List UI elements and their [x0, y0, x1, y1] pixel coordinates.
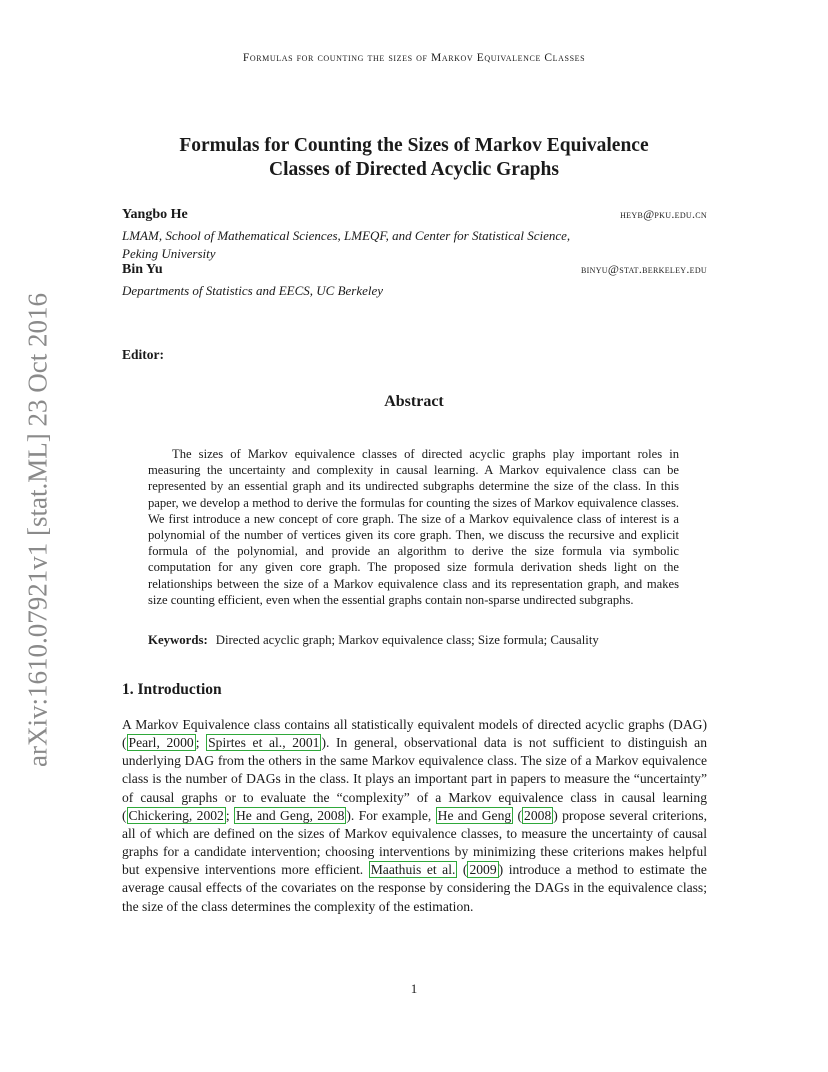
section-heading-introduction: 1. Introduction: [122, 681, 222, 698]
text-run: (: [457, 862, 468, 878]
author-row-1: [122, 207, 707, 223]
keywords-text: Directed acyclic graph; Markov equivalence class; Size formula; Causality: [215, 633, 599, 647]
text-run: ) introduce a method to estimate the average causal effects of the covariates on the response by considering the DAGs in the equivalence class; the size of the class determines the complexity of the estimation.: [122, 862, 707, 914]
text-run: ). In general, observational data is not sufficient to distinguish an underlying DAG from the others in the same Markov equivalence class. The size of a Markov equivalence class is the number of DAGs in the class. It plays an important part in papers to measure the “uncertainty” of causal graphs or to evaluate the “complexity” of a Markov equivalence class in causal learning (: [122, 735, 708, 823]
citation-link[interactable]: Maathuis et al.: [370, 862, 456, 878]
keywords: [148, 633, 679, 648]
affiliation-line: LMAM, School of Mathematical Sciences, LMEQF, and Center for Statistical Science,: [122, 228, 571, 243]
author-row-2: [122, 262, 707, 278]
title-line-1: Formulas for Counting the Sizes of Markov Equivalence: [179, 135, 649, 156]
text-run: (: [513, 807, 523, 823]
running-head: Formulas for counting the sizes of Markov Equivalence Classes: [242, 52, 586, 64]
author-email[interactable]: binyu@stat.berkeley.edu: [581, 262, 707, 276]
text-run: A Markov Equivalence class contains all statistically equivalent models of directed acyclic graphs (DAG) (: [122, 717, 707, 751]
author-name: Bin Yu: [122, 262, 163, 277]
citation-link[interactable]: He and Geng: [437, 807, 512, 823]
author-name: Yangbo He: [122, 207, 188, 222]
introduction-paragraph: [122, 716, 707, 916]
affiliation-line: Departments of Statistics and EECS, UC Berkeley: [122, 283, 384, 298]
text-run: ;: [195, 735, 207, 751]
abstract-heading: Abstract: [384, 393, 444, 410]
text-run: ) propose several criterions, all of which are defined on the sizes of Markov equivalence classes, to measure the uncertainty of causal graphs for a candidate intervention; choosing interventions by minimizing these criterions makes helpful but expensive interventions more efficient.: [122, 807, 707, 878]
citation-link[interactable]: He and Geng, 2008: [235, 807, 345, 823]
author-affiliation: [122, 227, 682, 263]
abstract-text: The sizes of Markov equivalence classes of directed acyclic graphs play important roles in measuring the uncertainty and complexity in causal learning. A Markov equivalence class can be represented by an essential graph and its undirected subgraphs determine the size of the class. In this paper, we develop a method to derive the formulas for counting the sizes of Markov equivalence classes. We first introduce a new concept of core graph. The size of a Markov equivalence class of interest is a polynomial of the number of vertices given its core graph. Then, we discuss the recursive and explicit formula of the polynomial, and provide an algorithm to derive the size formula via symbolic computation for any given core graph. The proposed size formula derivation sheds light on the relationships between the size of a Markov equivalence class and its representation graph, and makes size counting efficient, even when the essential graphs contain non-sparse undirected subgraphs.: [148, 447, 679, 607]
citation-link[interactable]: 2008: [524, 807, 552, 823]
keywords-label: Keywords:: [148, 633, 208, 647]
affiliation-line: Peking University: [122, 246, 216, 261]
text-run: ;: [225, 807, 234, 823]
editor-label: Editor:: [122, 347, 164, 362]
page-number: 1: [410, 981, 418, 996]
citation-link[interactable]: Pearl, 2000: [128, 735, 194, 751]
author-email[interactable]: heyb@pku.edu.cn: [620, 207, 707, 221]
arxiv-identifier-stamp: arXiv:1610.07921v1 [stat.ML] 23 Oct 2016: [22, 293, 53, 767]
citation-link[interactable]: Chickering, 2002: [128, 807, 224, 823]
text-run: ). For example,: [346, 807, 436, 823]
citation-link[interactable]: Spirtes et al., 2001: [208, 735, 320, 751]
paper-title: [100, 134, 728, 182]
citation-link[interactable]: 2009: [469, 862, 497, 878]
author-affiliation: [122, 282, 682, 300]
title-line-2: Classes of Directed Acyclic Graphs: [269, 159, 559, 180]
